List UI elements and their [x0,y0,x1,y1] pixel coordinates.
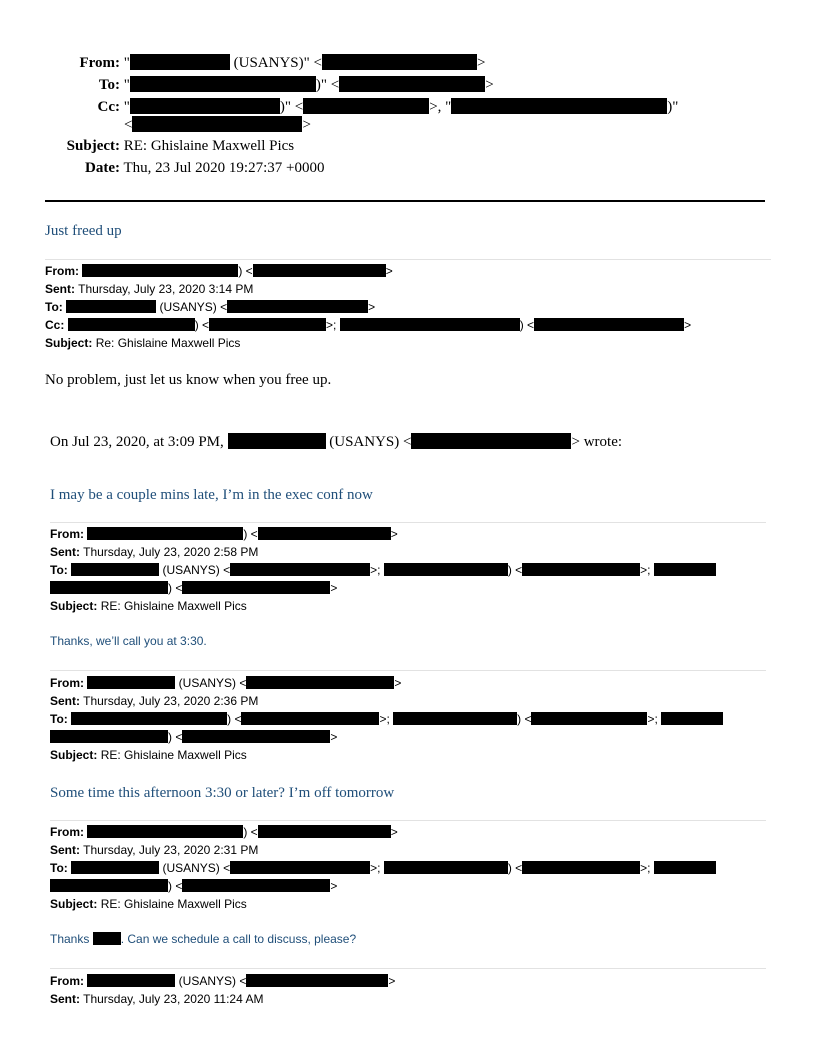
header-date-label: Date: [85,160,120,176]
email1-subject: Re: Ghislaine Maxwell Pics [95,336,241,350]
redaction [228,433,326,449]
email4-meta: From: (USANYS) < > Sent: Thursday, July 23, 2020 2:36 PM To: ) < >; ) < >; ) < > Subject: RE: Ghislaine Maxwell Pics [50,674,723,764]
email4-body: Thanks, we’ll call you at 3:30. [50,634,207,648]
email3-body: I may be a couple mins late, I’m in the exec conf now [50,487,373,503]
email5-sent: Thursday, July 23, 2020 2:31 PM [83,843,259,857]
redaction [130,98,280,114]
redaction [71,861,159,874]
header-subject-label: Subject: [66,138,120,154]
header-cc-line: Cc: " )" < >, " )" [60,98,678,116]
redaction [393,712,517,725]
redaction [384,861,508,874]
redaction [209,318,326,331]
redaction [227,300,368,313]
redaction [50,581,168,594]
redaction [339,76,485,92]
header-subject: RE: Ghislaine Maxwell Pics [123,138,295,154]
redaction [246,974,388,987]
redaction [87,676,175,689]
redaction [384,563,508,576]
redaction [522,563,640,576]
redaction [230,861,370,874]
header-from-line: From: " (USANYS)" < > [60,54,485,72]
divider [50,968,766,969]
redaction [531,712,647,725]
header-to-label: To: [98,77,120,93]
redaction [68,318,195,331]
redaction [230,563,370,576]
redaction [71,563,159,576]
email6-meta: From: (USANYS) < > Sent: Thursday, July 23, 2020 11:24 AM [50,974,396,1006]
email3-subject: RE: Ghislaine Maxwell Pics [100,599,247,613]
email3-sent: Thursday, July 23, 2020 2:58 PM [83,545,259,559]
header-date-line [60,160,324,177]
redaction [451,98,667,114]
email5-meta: From: ) < > Sent: Thursday, July 23, 2020 2:31 PM To: (USANYS) < >; ) < >; ) < > Subject: RE: Ghislaine Maxwell Pics [50,823,716,913]
redaction [253,264,386,277]
redaction [661,712,723,725]
redaction [87,527,243,540]
redaction [71,712,227,725]
redaction [182,730,330,743]
redaction [82,264,238,277]
email5-body: Some time this afternoon 3:30 or later? I’m off tomorrow [50,785,395,801]
divider [50,522,766,523]
email5-subject: RE: Ghislaine Maxwell Pics [100,897,247,911]
redaction [654,563,716,576]
header-subject-line [60,138,294,155]
redaction [182,581,330,594]
redaction [93,932,121,945]
redaction [241,712,379,725]
redaction [258,527,391,540]
redaction [654,861,716,874]
redaction [246,676,394,689]
email6-body: Thanks . Can we schedule a call to discuss, please? [50,932,357,946]
email3-meta: From: ) < > Sent: Thursday, July 23, 2020 2:58 PM To: (USANYS) < >; ) < >; ) < > Subject: RE: Ghislaine Maxwell Pics [50,525,716,615]
redaction [340,318,520,331]
redaction [132,116,302,132]
divider [50,820,766,821]
email4-sent: Thursday, July 23, 2020 2:36 PM [83,694,259,708]
header-date: Thu, 23 Jul 2020 19:27:37 +0000 [123,160,325,176]
redaction [303,98,429,114]
header-cc-label: Cc: [97,99,120,115]
redaction [182,879,330,892]
email2-body: No problem, just let us know when you free up. [45,372,332,388]
header-cc-line-2: < > [124,117,311,133]
redaction [130,76,316,92]
redaction [87,825,243,838]
redaction [66,300,156,313]
redaction [87,974,175,987]
divider [50,670,766,671]
redaction [534,318,684,331]
email1-meta: From: ) < > Sent: Thursday, July 23, 2020 3:14 PM To: (USANYS) < > Cc: ) < >; ) < > Subject: Re: Ghislaine Maxwell Pics [45,264,692,350]
redaction [522,861,640,874]
header-from-label: From: [79,55,120,71]
redaction [50,879,168,892]
email1-body: Just freed up [45,223,122,239]
redaction [258,825,391,838]
email2-quote-line: On Jul 23, 2020, at 3:09 PM, (USANYS) < > wrote: [50,434,623,450]
redaction [130,54,230,70]
email4-subject: RE: Ghislaine Maxwell Pics [100,748,247,762]
redaction [50,730,168,743]
redaction [411,433,571,449]
email1-sent: Thursday, July 23, 2020 3:14 PM [78,282,254,296]
header-divider [45,200,765,202]
divider [45,259,771,260]
header-to-line: To: " )" < > [60,76,494,94]
email6-sent: Thursday, July 23, 2020 11:24 AM [83,992,264,1006]
redaction [322,54,477,70]
